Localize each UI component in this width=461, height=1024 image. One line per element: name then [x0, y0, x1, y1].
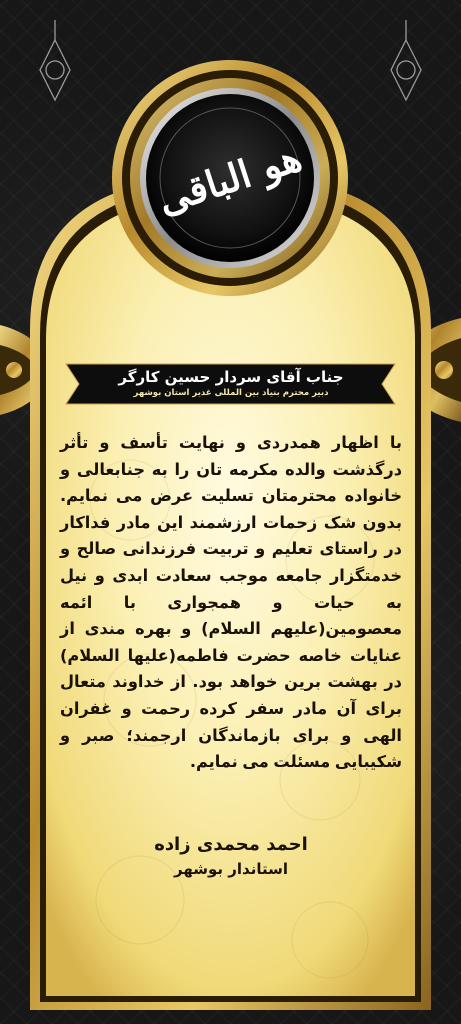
recipient-title: جناب آقای سردار حسین کارگر [118, 368, 344, 386]
signer-name: احمد محمدی زاده [154, 834, 308, 855]
lantern-ornament-left [40, 20, 70, 100]
calligraphy-text: هو الباقی [152, 134, 307, 223]
recipient-subtitle: دبیر محترم بنیاد بین المللی غدیر استان بوشهر [133, 388, 329, 398]
signer-role: استاندار بوشهر [174, 860, 288, 878]
recipient-banner [86, 364, 376, 404]
signature-block [60, 832, 402, 880]
condolence-message: با اظهار همدردی و نهایت تأسف و تأثر درگذشت والده مکرمه تان را به جنابعالی و خانواده محترمتان تسلیت عرض می نمایم. بدون شک زحمات ارزشمند این مادر فداکار در راستای تعلیم و تربیت فرزندانی صالح و خدمتگزار جامعه موجب سعادت ابدی و نیل به حیات و همجواری با ائمه معصومین(علیهم السلام) و بهره مندی از عنایات خاصه حضرت فاطمه(علیها السلام) در بهشت برین خواهد بود. از خداوند متعال برای آن مادر سفر کرده رحمت و غفران الهی و برای بازماندگان ارجمند؛ صبر و شکیبایی مسئلت می نمایم. [60, 433, 402, 772]
lantern-ornament-right [391, 20, 421, 100]
medallion-calligraphy [150, 100, 310, 250]
